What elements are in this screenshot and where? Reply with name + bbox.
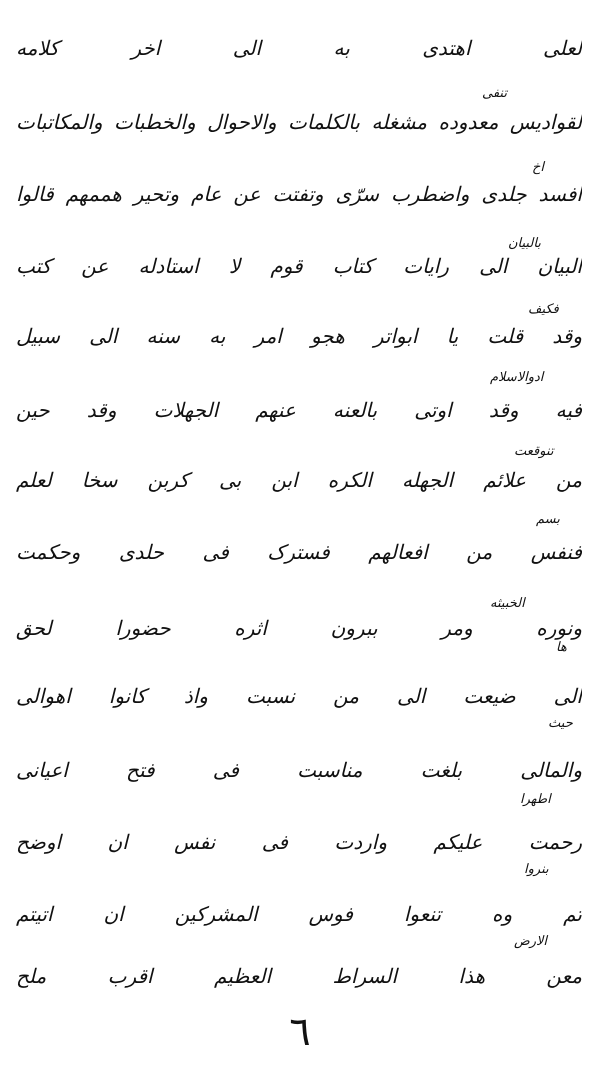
margin-note-2: اخ	[532, 160, 545, 175]
manuscript-line-6: فیه وقد اوتی بالعنه عنهم الجهلات وقد حین	[16, 398, 582, 422]
margin-note-1: تنفی	[482, 86, 507, 101]
margin-note-8: الخبیثه	[490, 596, 525, 611]
margin-note-11: اطهرا	[520, 792, 551, 807]
manuscript-line-1: لعلی اهتدی به الی اخر کلامه	[16, 36, 582, 60]
manuscript-line-9: ونوره ومر ببرون اثره حضورا لحق	[16, 616, 582, 640]
margin-note-6: تنوقعت	[514, 444, 554, 459]
manuscript-line-2: لقوادیس معدوده مشغله بالکلمات والاحوال والخطبات والمکاتبات	[16, 110, 582, 134]
margin-note-7: بسم	[536, 512, 560, 527]
manuscript-line-14: معن هذا السراط العظیم اقرب ملح	[16, 964, 582, 988]
manuscript-line-5: وقد قلت یا ابواتر هجو امر به سنه الی سبیل	[16, 324, 582, 348]
margin-note-5: ادوالاسلام	[490, 370, 544, 385]
manuscript-line-3: افسد جلدی واضطرب سرّی وتفتت عن عام وتحیر هممهم قالوا	[16, 182, 582, 206]
margin-note-9: ها	[556, 640, 567, 655]
manuscript-line-12: رحمت علیکم واردت فی نفس ان اوضح	[16, 830, 582, 854]
margin-note-10: حیث	[548, 716, 573, 731]
manuscript-line-10: الی ضیعت الی من نسبت واذ کانوا اهوالی	[16, 684, 582, 708]
page-number: ٦	[289, 1009, 311, 1055]
margin-note-4: فکیف	[528, 302, 559, 317]
manuscript-line-8: فنفس من افعالهم فسترک فی حلدی وحکمت	[16, 540, 582, 564]
manuscript-line-7: من علائم الجهله الکره ابن بی کربن سخا لعلم	[16, 468, 582, 492]
manuscript-line-11: والمالی بلغت مناسبت فی فتح اعیانی	[16, 758, 582, 782]
margin-note-3: بالبیان	[508, 236, 541, 251]
manuscript-line-13: تم وه تنعوا فوس المشرکین ان اتیتم	[16, 902, 582, 926]
manuscript-line-4: البیان الی رایات کتاب قوم لا استادله عن کتب	[16, 254, 582, 278]
margin-note-13: الارض	[514, 934, 548, 949]
margin-note-12: بنروا	[524, 862, 549, 877]
